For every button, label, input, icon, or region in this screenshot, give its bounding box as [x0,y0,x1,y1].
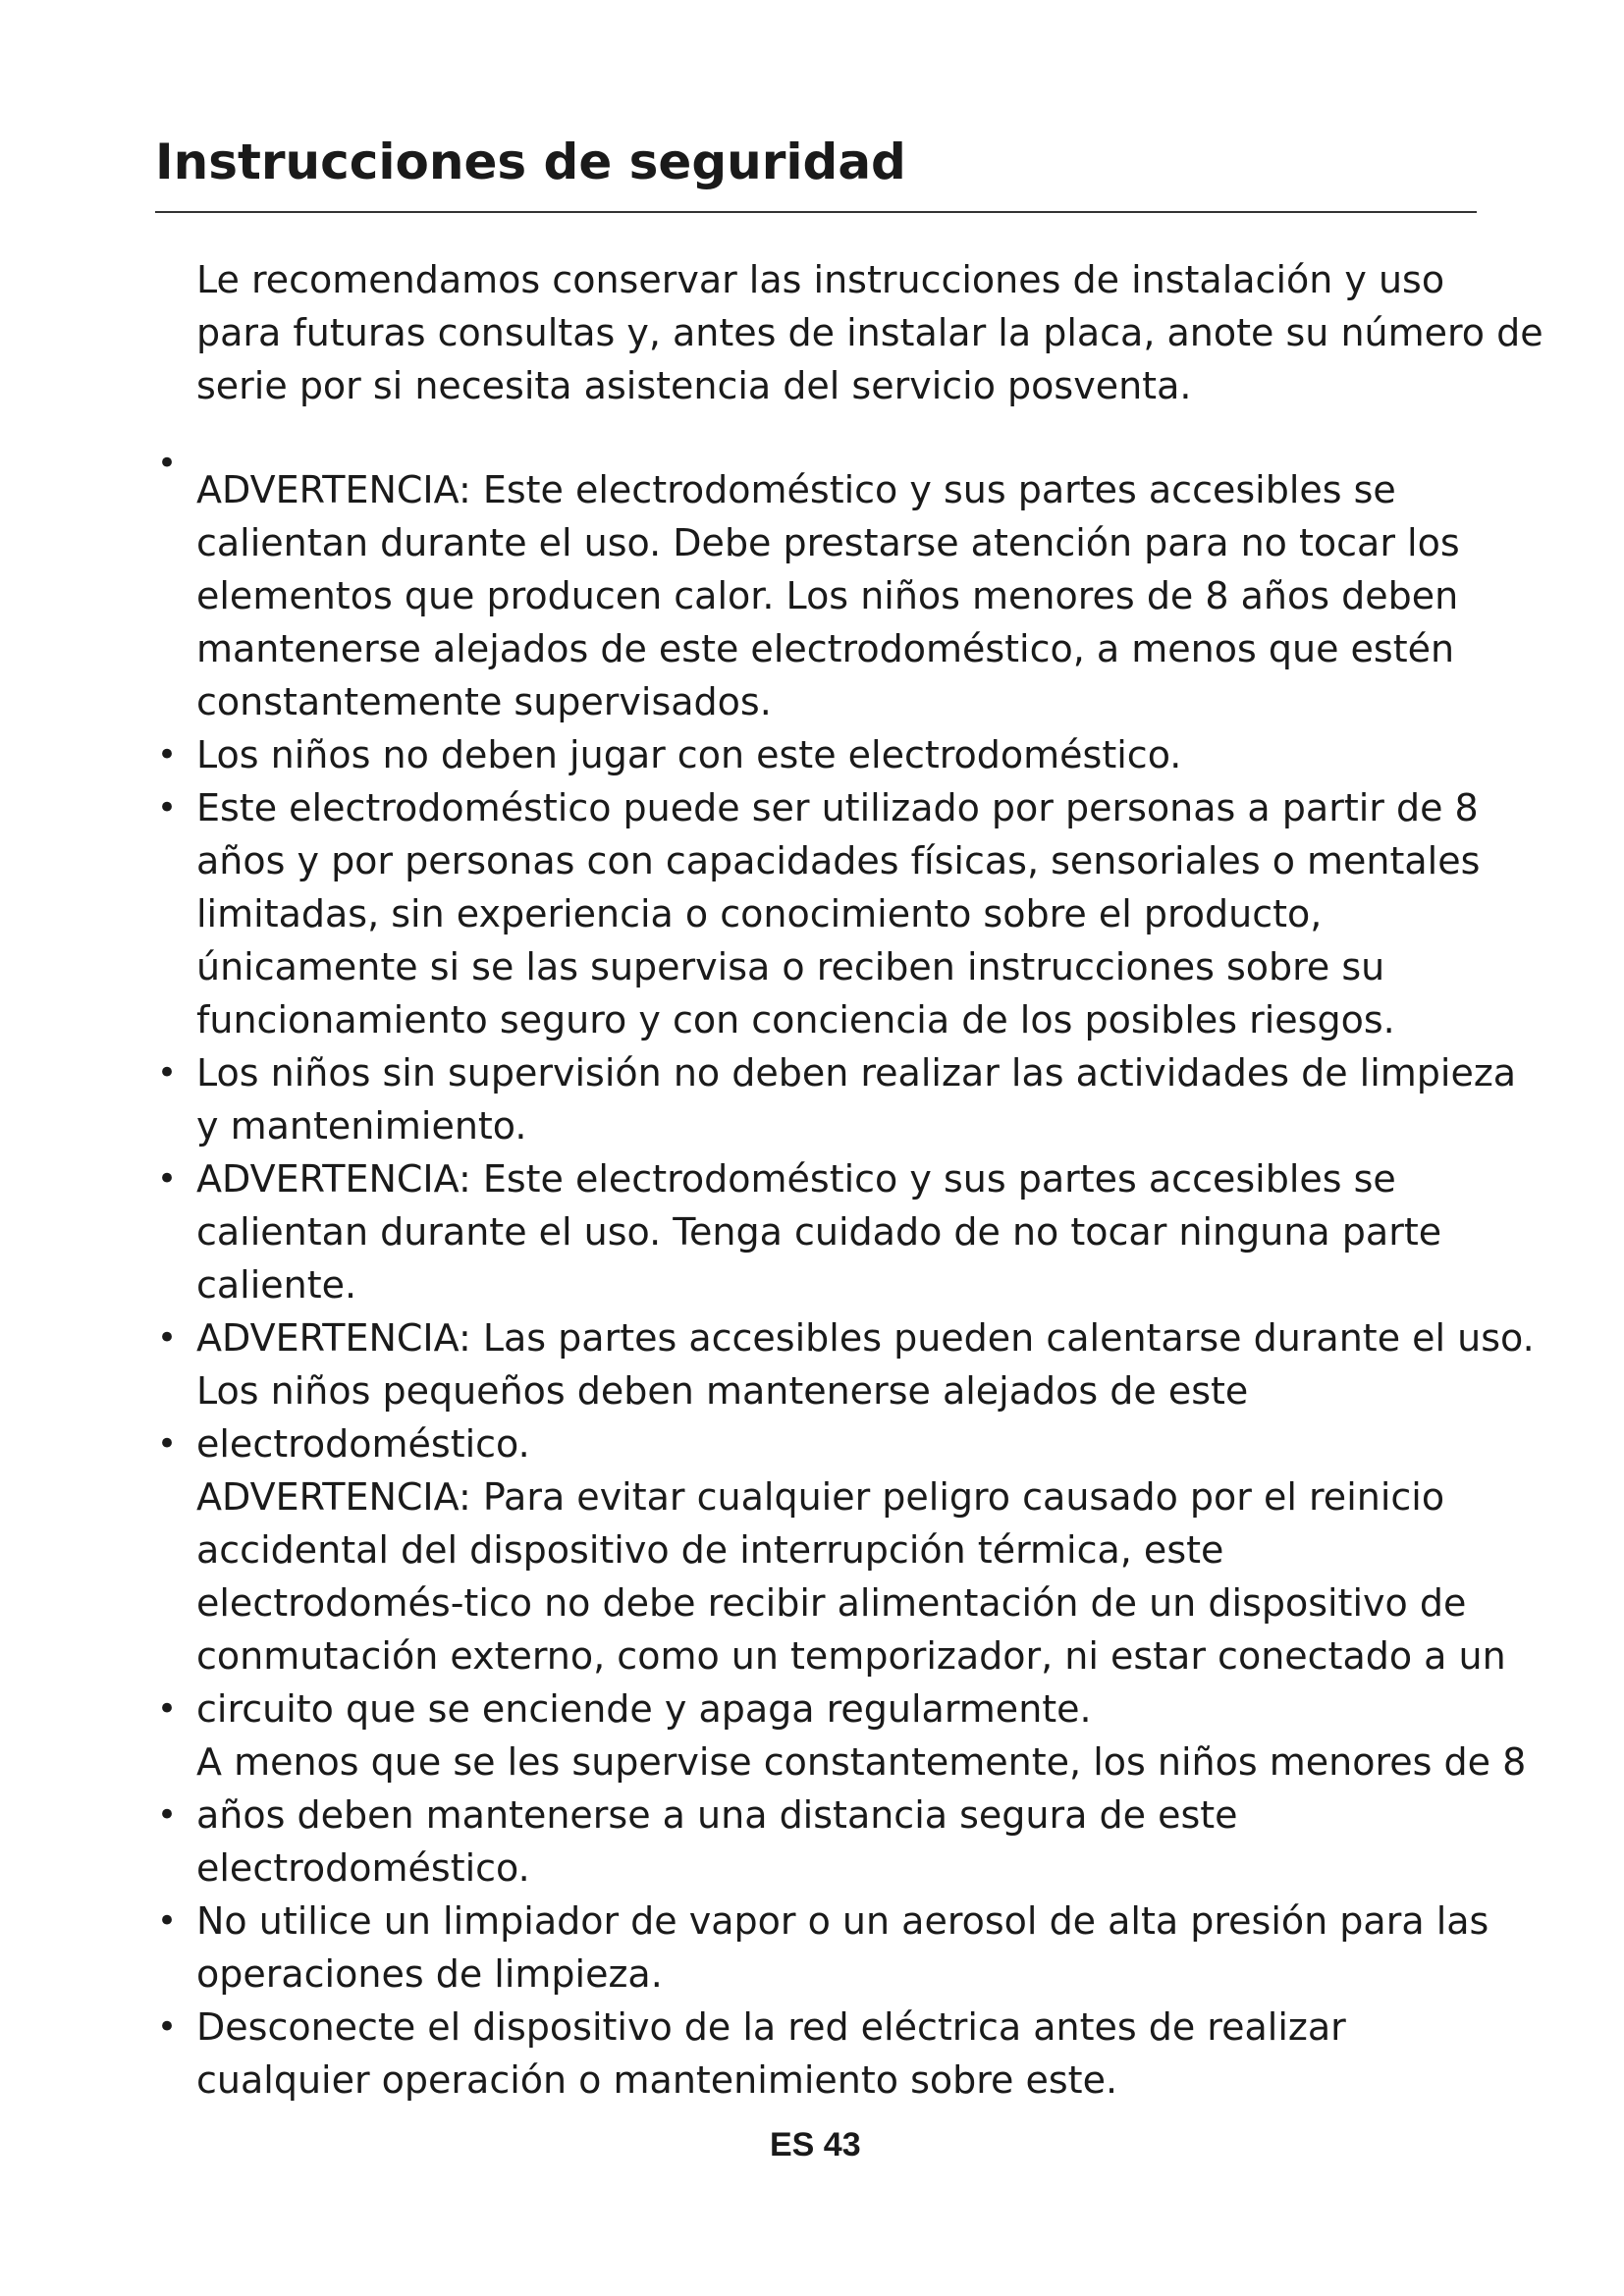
list-line: Los niños pequeños deben mantenerse alejados de este [196,1369,1249,1413]
list-line: Los niños sin supervisión no deben realizar las actividades de limpieza [196,1051,1517,1095]
intro-line: para futuras consultas y, antes de instalar la placa, anote su número de [196,311,1543,354]
bullet-mark: • [157,1318,178,1358]
list-line: elementos que producen calor. Los niños menores de 8 años deben [196,574,1459,617]
page-number: ES 43 [770,2126,861,2163]
bullet-mark: • [157,1795,178,1835]
list-line: Desconecte el dispositivo de la red eléctrica antes de realizar [196,2005,1346,2049]
list-line: únicamente si se las supervisa o reciben instrucciones sobre su [196,945,1385,988]
bullet-mark: • [157,1159,178,1199]
title-divider [155,211,1477,213]
list-line: ADVERTENCIA: Este electrodoméstico y sus partes accesibles se [196,468,1396,511]
list-line: ADVERTENCIA: Las partes accesibles pueden calentarse durante el uso. [196,1316,1535,1360]
list-line: años deben mantenerse a una distancia segura de este [196,1793,1238,1837]
list-line: A menos que se les supervise constantemente, los niños menores de 8 [196,1740,1527,1784]
bullet-mark: • [157,1053,178,1093]
list-line: electrodomés-tico no debe recibir alimentación de un dispositivo de [196,1581,1467,1625]
bullet-mark: • [157,1901,178,1941]
list-line: constantemente supervisados. [196,680,772,723]
bullet-mark: • [157,1424,178,1464]
intro-line: serie por si necesita asistencia del servicio posventa. [196,364,1192,407]
intro-paragraph [196,253,1543,412]
list-line: accidental del dispositivo de interrupción térmica, este [196,1528,1224,1572]
list-line: operaciones de limpieza. [196,1952,663,1996]
list-line: Los niños no deben jugar con este electrodoméstico. [196,733,1182,776]
list-line: y mantenimiento. [196,1104,527,1148]
bullet-mark: • [157,1689,178,1729]
list-line: mantenerse alejados de este electrodoméstico, a menos que estén [196,627,1455,670]
list-line: años y por personas con capacidades físicas, sensoriales o mentales [196,839,1481,882]
list-line: cualquier operación o mantenimiento sobre este. [196,2058,1118,2102]
bullet-mark: • [157,2007,178,2047]
bullet-mark: • [157,735,178,774]
bullet-mark: • [157,788,178,828]
list-line: ADVERTENCIA: Para evitar cualquier peligro causado por el reinicio [196,1475,1445,1519]
list-line: electrodoméstico. [196,1846,530,1890]
list-line: limitadas, sin experiencia o conocimiento sobre el producto, [196,892,1323,935]
page-title: Instrucciones de seguridad [155,133,906,190]
list-line: calientan durante el uso. Tenga cuidado de no tocar ninguna parte [196,1210,1442,1254]
bullet-mark: • [157,444,178,483]
list-line: ADVERTENCIA: Este electrodoméstico y sus partes accesibles se [196,1157,1396,1201]
list-line: No utilice un limpiador de vapor o un aerosol de alta presión para las [196,1899,1489,1943]
list-line: Este electrodoméstico puede ser utilizado por personas a partir de 8 [196,786,1479,829]
list-line: electrodoméstico. [196,1422,530,1466]
list-line: conmutación externo, como un temporizador, ni estar conectado a un [196,1634,1506,1678]
intro-line: Le recomendamos conservar las instrucciones de instalación y uso [196,258,1445,301]
list-line: funcionamiento seguro y con conciencia de los posibles riesgos. [196,998,1395,1041]
list-line: calientan durante el uso. Debe prestarse atención para no tocar los [196,521,1460,564]
list-line: caliente. [196,1263,357,1307]
list-line: circuito que se enciende y apaga regularmente. [196,1687,1092,1731]
